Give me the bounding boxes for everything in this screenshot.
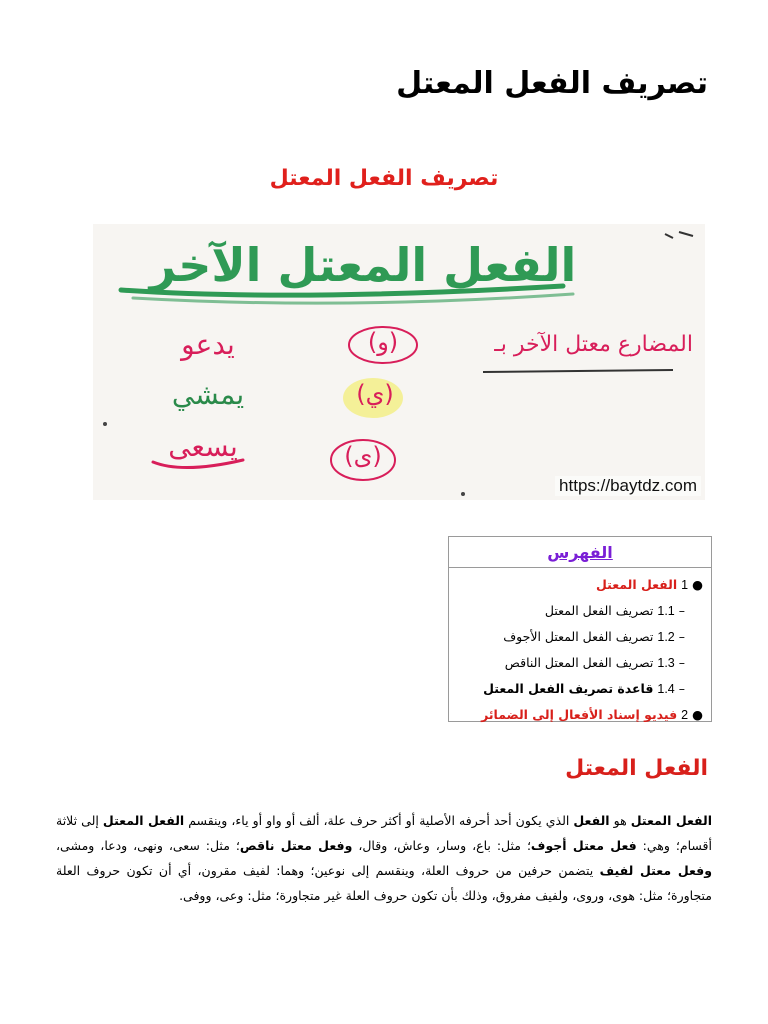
board-word-yasa: يسعى: [168, 430, 238, 463]
whiteboard-image: [93, 224, 705, 500]
bold-term: الفعل المعتل: [102, 813, 185, 828]
page-title: تصريف الفعل المعتل: [396, 66, 708, 101]
toc-item-link[interactable]: تصريف الفعل المعتل الأجوف: [503, 629, 654, 644]
toc-item-number: 1.3: [657, 656, 675, 670]
dash-icon: –: [678, 629, 685, 644]
board-letter-waw: (و): [367, 328, 399, 356]
table-of-contents: [448, 536, 712, 722]
bold-term: الفعل: [573, 813, 610, 828]
text-run: ؛ مثل: باع، وسار، وعاش، وقال،: [352, 838, 531, 853]
board-letter-alif: (ى): [344, 442, 382, 470]
dash-icon: –: [678, 603, 685, 618]
toc-item-link[interactable]: تصريف الفعل المعتل: [544, 603, 654, 618]
board-word-yadu: يدعو: [181, 328, 235, 361]
bullet-icon: ●: [692, 707, 703, 722]
toc-item-link[interactable]: فيديو إسناد الأفعال إلى الضمائر: [481, 707, 678, 722]
text-run: يتضمن حرفين من حروف العلة، وينقسم إلى نوعين؛ وهما: لفيف مقرون، أي أن تكون حروف العلة متجاورة؛ مثل: هوى، وروى، ولفيف مفروق، وذلك بأن تكون حروف العلة غير متجاورة؛ مثل: وعى، ووفى.: [56, 863, 712, 903]
section-paragraph: [56, 808, 712, 908]
toc-item-1-4[interactable]: [449, 676, 703, 702]
toc-list: [449, 568, 711, 728]
article-subtitle: تصريف الفعل المعتل: [269, 166, 499, 191]
bold-term: فعل معتل أجوف: [530, 838, 637, 853]
board-letter-ya: (ي): [356, 380, 394, 408]
toc-item-1-2[interactable]: [449, 624, 703, 650]
toc-item-link[interactable]: الفعل المعتل: [595, 577, 678, 592]
bold-term: وفعل معتل لفيف: [599, 863, 712, 878]
toc-item-2[interactable]: [449, 702, 703, 728]
toc-item-1[interactable]: [449, 572, 703, 598]
text-run: ؛ مثل: سعى، ونهى، ودعا، ومشى،: [56, 838, 240, 853]
toc-item-link[interactable]: قاعدة تصريف الفعل المعتل: [483, 681, 654, 696]
board-title: الفعل المعتل الآخر: [149, 238, 577, 292]
bold-term: وفعل معتل ناقص: [239, 838, 353, 853]
toc-item-1-3[interactable]: [449, 650, 703, 676]
toc-item-number: 2: [681, 708, 689, 722]
bold-term: الفعل المعتل: [630, 813, 713, 828]
toc-item-1-1[interactable]: [449, 598, 703, 624]
text-run: الذي يكون أحد أحرفه الأصلية أو أكثر حرف علة، ألف أو واو أو ياء، وينقسم: [184, 813, 574, 828]
dash-icon: –: [678, 681, 685, 696]
dash-icon: –: [678, 655, 685, 670]
board-line: المضارع معتل الآخر بـ: [494, 332, 693, 357]
toc-item-number: 1.1: [657, 604, 675, 618]
toc-item-number: 1: [681, 578, 689, 592]
section-heading: الفعل المعتل: [565, 756, 708, 781]
toc-item-number: 1.2: [657, 630, 675, 644]
board-word-yamshi: يمشي: [171, 378, 245, 411]
text-run: هو: [609, 813, 631, 828]
toc-item-link[interactable]: تصريف الفعل المعتل الناقص: [504, 655, 654, 670]
bullet-icon: ●: [692, 577, 703, 592]
text-run: إلى ثلاثة أقسام؛ وهي:: [56, 813, 712, 853]
source-url-watermark: https://baytdz.com: [555, 476, 701, 496]
toc-item-number: 1.4: [657, 682, 675, 696]
toc-title[interactable]: الفهرس: [449, 537, 711, 568]
